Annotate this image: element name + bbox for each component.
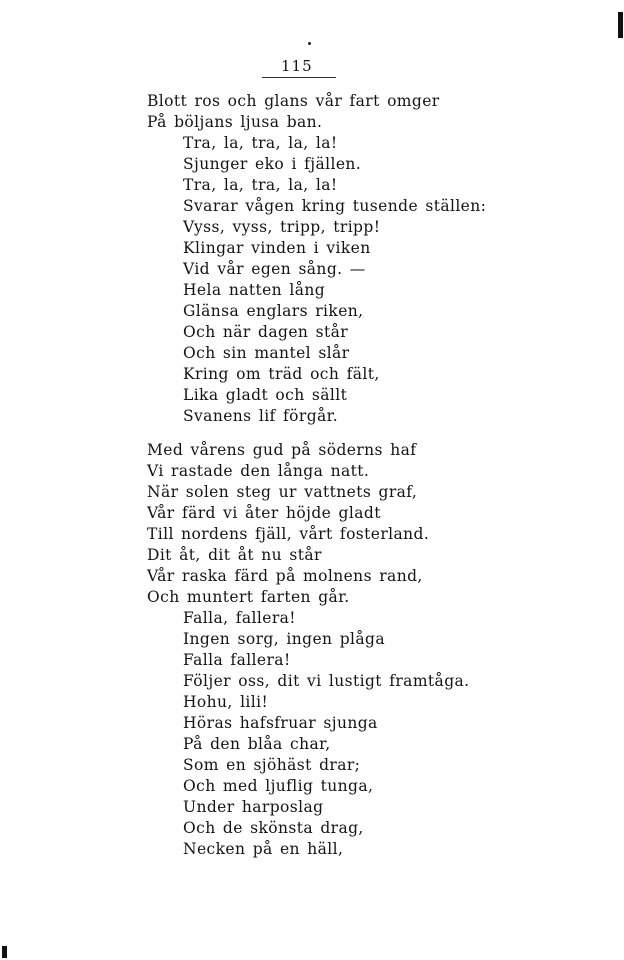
poem-line: Höras hafsfruar sjunga <box>183 714 378 732</box>
poem-line: Svarar vågen kring tusende ställen: <box>183 197 487 215</box>
poem-line: Kring om träd och fält, <box>183 365 380 383</box>
poem-line: Som en sjöhäst drar; <box>183 756 361 774</box>
poem-line: På böljans ljusa ban. <box>147 113 323 131</box>
poem-line: Hohu, lili! <box>183 693 269 711</box>
poem-line: Och när dagen står <box>183 323 349 341</box>
poem-line: Necken på en häll, <box>183 840 344 858</box>
page-number: 115 <box>281 57 313 75</box>
poem-line: Vår färd vi åter höjde gladt <box>147 504 381 522</box>
poem-line: Och sin mantel slår <box>183 344 350 362</box>
poem-line: Vår raska färd på molnens rand, <box>147 567 423 585</box>
poem-line: Ingen sorg, ingen plåga <box>183 630 386 648</box>
poem-line: På den blåa char, <box>183 735 331 753</box>
poem-line: Följer oss, dit vi lustigt framtåga. <box>183 672 470 690</box>
poem-line: Vyss, vyss, tripp, tripp! <box>183 218 381 236</box>
poem-line: Falla, fallera! <box>183 609 296 627</box>
poem-line: Under harposlag <box>183 798 324 816</box>
poem-line: När solen steg ur vattnets graf, <box>147 483 418 501</box>
poem-line: Dit åt, dit åt nu står <box>147 546 322 564</box>
poem-line: Med vårens gud på söderns haf <box>147 441 417 459</box>
poem-line: Och med ljuflig tunga, <box>183 777 374 795</box>
poem-line: Vi rastade den långa natt. <box>147 462 370 480</box>
poem-line: Vid vår egen sång. — <box>183 260 366 278</box>
poem-line: Hela natten lång <box>183 281 326 299</box>
poem-line: Sjunger eko i fjällen. <box>183 155 362 173</box>
poem-line: Och muntert farten går. <box>147 588 350 606</box>
poem-line: Tra, la, tra, la, la! <box>183 134 338 152</box>
poem-line: Till nordens fjäll, vårt fosterland. <box>147 525 430 543</box>
poem-line: Svanens lif förgår. <box>183 407 339 425</box>
poem-line: Falla fallera! <box>183 651 291 669</box>
poem-line: Blott ros och glans vår fart omger <box>147 92 440 110</box>
poem-line: Tra, la, tra, la, la! <box>183 176 338 194</box>
poem-line: Klingar vinden i viken <box>183 239 371 257</box>
poem-line: Lika gladt och sällt <box>183 386 348 404</box>
poem-line: Och de skönsta drag, <box>183 819 364 837</box>
poem-line: Glänsa englars riken, <box>183 302 364 320</box>
